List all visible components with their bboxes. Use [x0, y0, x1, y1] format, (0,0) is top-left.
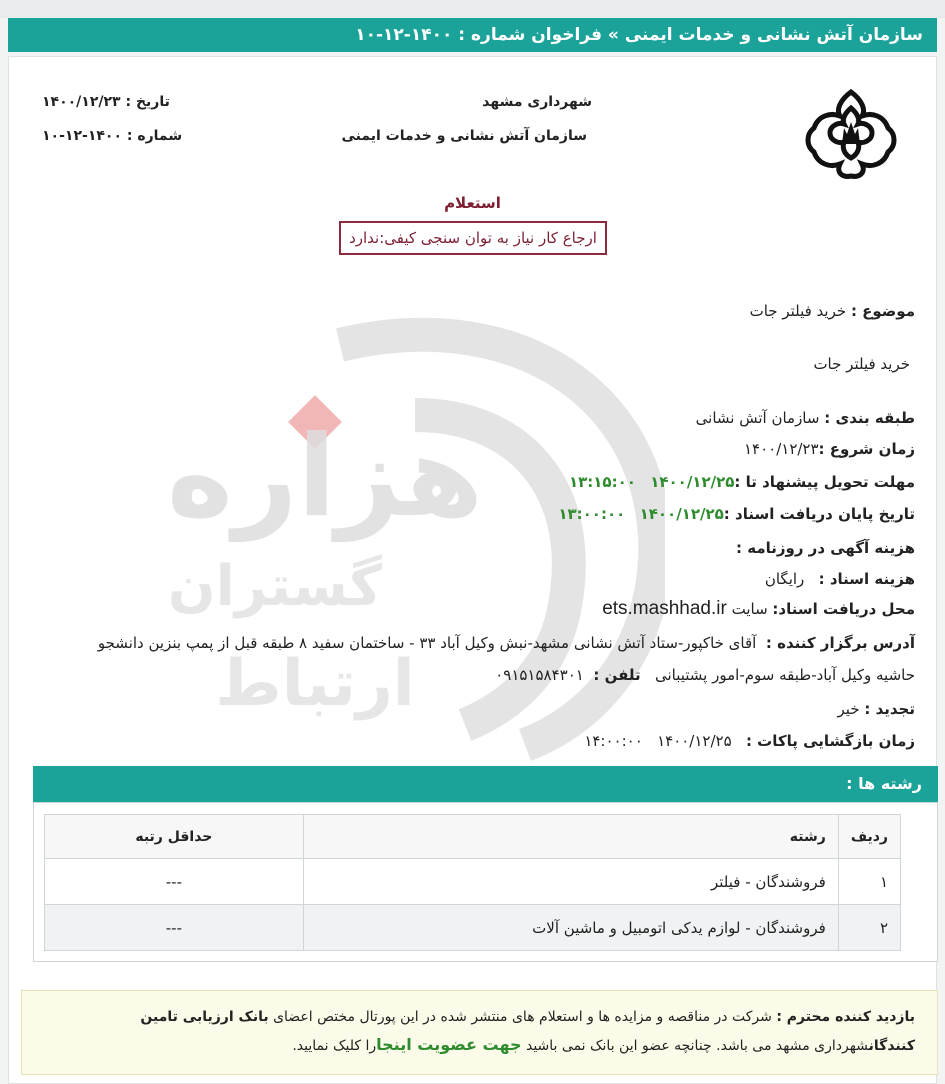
watermark-logo [85, 305, 665, 765]
docs-end-date: ۱۴۰۰/۱۲/۲۵ [639, 505, 724, 523]
number-label: شماره : [126, 128, 183, 144]
notice-text-3: را کلیک نمایید. [292, 1038, 377, 1054]
bank-name: بانک ارزیابی تامین کنندگان [140, 1009, 915, 1054]
docs-place-row [602, 598, 915, 620]
ad-cost-row [736, 539, 915, 557]
table-header-row [45, 815, 901, 859]
row-field: فروشندگان - فیلتر [303, 859, 838, 905]
docs-end-time: ۱۳:۰۰:۰۰ [558, 505, 626, 523]
column-header-index: ردیف [838, 815, 900, 859]
mashhad-municipality-logo [800, 86, 902, 180]
category-row [696, 409, 915, 427]
docs-place-site: ets.mashhad.ir [602, 598, 727, 619]
renewal-row [838, 700, 915, 718]
watermark-word: هزاره [166, 412, 484, 542]
row-rank: --- [45, 905, 304, 951]
address-line1: آقای خاکپور-ستاد آتش نشانی مشهد-نبش وکیل آباد ۳۳ - ساختمان سفید ۸ طبقه قبل از پمپ بنزین دانشجو [97, 634, 757, 652]
docs-end-label: تاریخ پایان دریافت اسناد : [723, 505, 915, 523]
deadline-time: ۱۳:۱۵:۰۰ [568, 473, 636, 491]
address-line2: حاشیه وکیل آباد-طبقه سوم-امور پشتیبانی [654, 666, 915, 684]
notice-lead: بازدید کننده محترم : [776, 1009, 915, 1025]
column-header-field: رشته [303, 815, 838, 859]
number-value: ۱۴۰۰-۱۲-۱۰ [42, 128, 122, 144]
renewal-label: تجدید : [864, 700, 915, 718]
row-index: ۱ [838, 859, 900, 905]
notice-text-2: شهرداری مشهد می باشد. چنانچه عضو این بانک نمی باشید [525, 1038, 869, 1054]
docs-cost-label: هزینه اسناد : [818, 570, 915, 588]
docs-cost-value: رایگان [764, 570, 805, 588]
opening-time: ۱۴:۰۰:۰۰ [584, 732, 643, 750]
renewal-value: خیر [837, 700, 860, 718]
docs-cost-row [765, 570, 915, 588]
phone-label: تلفن : [593, 666, 641, 684]
docs-end-row [558, 505, 915, 523]
date-value: ۱۴۰۰/۱۲/۲۳ [42, 94, 121, 110]
row-index: ۲ [838, 905, 900, 951]
quality-assessment-note: ارجاع کار نیاز به توان سنجی کیفی:ندارد [339, 221, 607, 255]
fields-table [44, 814, 901, 951]
category-value: سازمان آتش نشانی [695, 409, 820, 427]
table-row [45, 905, 901, 951]
docs-place-prefix: سایت [731, 600, 768, 618]
start-label: زمان شروع : [818, 440, 915, 458]
address-row-2 [495, 666, 915, 684]
start-value: ۱۴۰۰/۱۲/۲۳ [743, 440, 819, 458]
date-field [42, 94, 170, 110]
description: خرید فیلتر جات [813, 355, 910, 373]
page-title-bar: سازمان آتش نشانی و خدمات ایمنی » فراخوان شماره : ۱۴۰۰-۱۲-۱۰ [8, 18, 937, 52]
watermark-line1: گستران [167, 554, 383, 619]
subject-row [750, 302, 915, 320]
fields-section-header: رشته ها : [33, 766, 938, 802]
phone-value: ۰۹۱۵۱۵۸۴۳۰۱ [495, 666, 584, 684]
subject-value: خرید فیلتر جات [749, 302, 847, 320]
watermark-line2: ارتباط [215, 647, 415, 721]
subject-label: موضوع : [850, 302, 915, 320]
category-label: طبقه بندی : [824, 409, 915, 427]
address-row [40, 634, 915, 652]
number-field [42, 128, 182, 144]
ad-cost-label: هزینه آگهی در روزنامه : [736, 539, 915, 557]
notice-text-1: شرکت در مناقصه و مزایده ها و استعلام های منتشر شده در این پورتال مختص اعضای [273, 1009, 772, 1025]
opening-row [584, 732, 915, 750]
membership-notice [21, 990, 938, 1075]
top-strip [0, 0, 945, 18]
start-row [744, 440, 915, 458]
opening-label: زمان بازگشایی پاکات : [745, 732, 915, 750]
column-header-rank: حداقل رتبه [45, 815, 304, 859]
deadline-date: ۱۴۰۰/۱۲/۲۵ [650, 473, 735, 491]
municipality-name: شهرداری مشهد [482, 94, 592, 110]
row-rank: --- [45, 859, 304, 905]
row-field: فروشندگان - لوازم یدکی اتومبیل و ماشین آلات [303, 905, 838, 951]
address-label: آدرس برگزار کننده : [765, 634, 915, 652]
deadline-label: مهلت تحویل پیشنهاد تا : [734, 473, 915, 491]
opening-date: ۱۴۰۰/۱۲/۲۵ [657, 732, 732, 750]
table-row [45, 859, 901, 905]
date-label: تاریخ : [125, 94, 170, 110]
docs-place-label: محل دریافت اسناد: [772, 600, 915, 618]
notice-type: استعلام [444, 194, 501, 212]
membership-link[interactable]: جهت عضویت اینجا [376, 1035, 522, 1054]
organization-name: سازمان آتش نشانی و خدمات ایمنی [341, 128, 587, 144]
deadline-row [569, 473, 915, 491]
